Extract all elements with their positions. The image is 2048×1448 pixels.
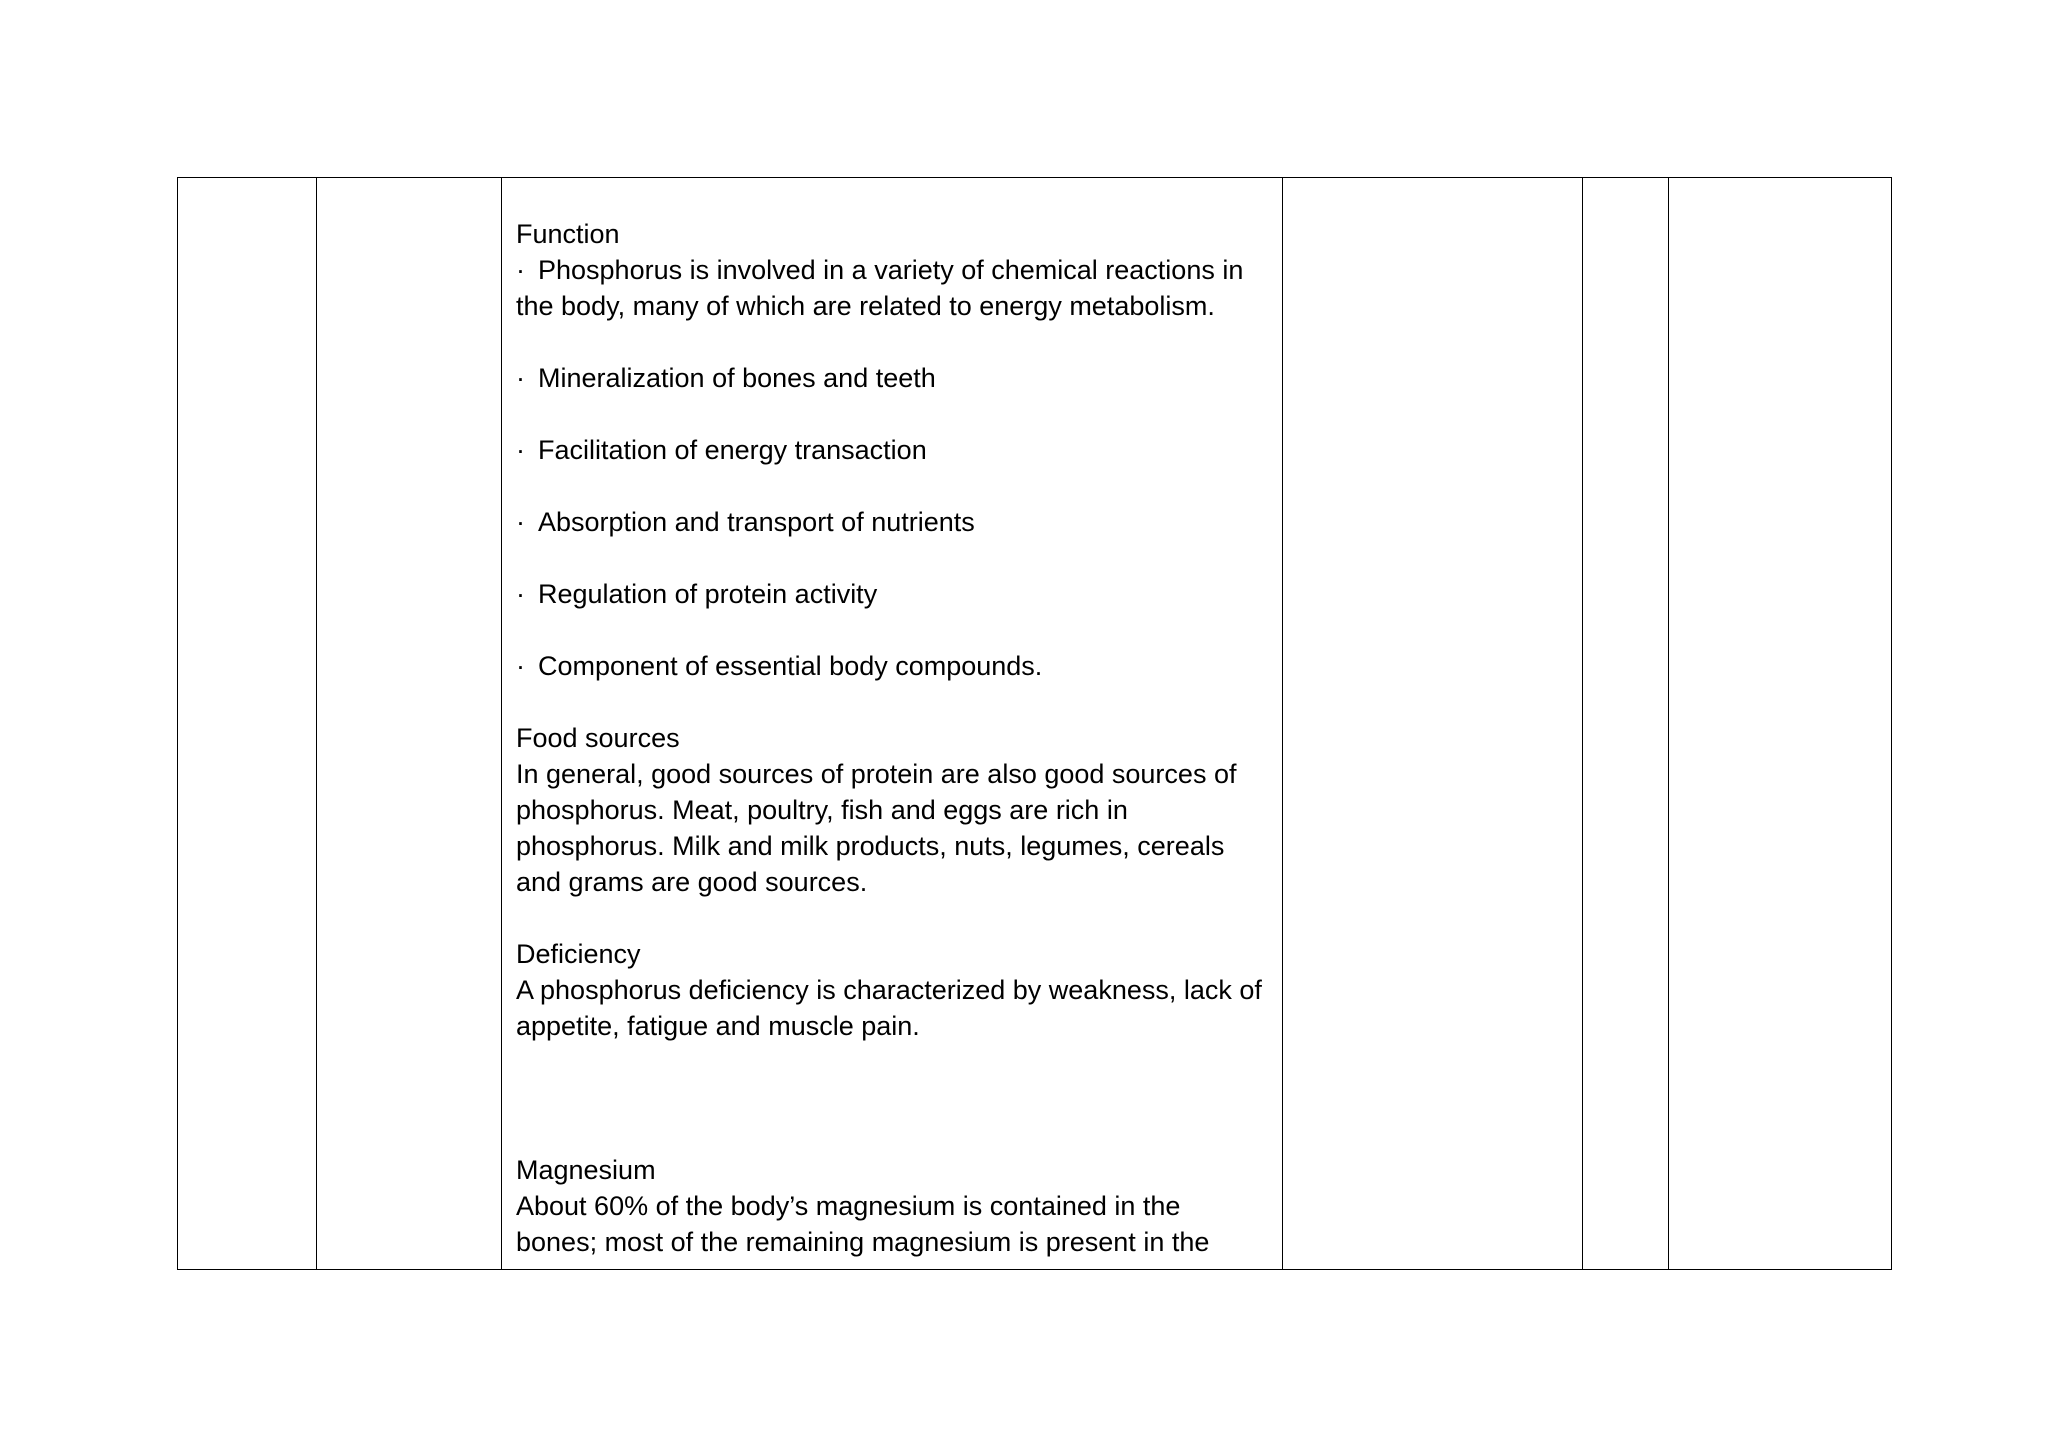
bullet-marker: · <box>516 363 525 393</box>
bullet-marker: · <box>516 435 525 465</box>
cell-content <box>502 178 1282 1260</box>
table-cell-2 <box>317 178 502 1270</box>
bullet-marker: · <box>516 651 525 681</box>
food-sources-heading: Food sources <box>516 723 680 753</box>
food-sources-text: In general, good sources of protein are also good sources of phosphorus. Meat, poultry, fish and eggs are rich in phosphorus. Milk and milk products, nuts, legumes, cereals and grams are good sources. <box>516 759 1237 897</box>
function-bullet-2: · Mineralization of bones and teeth <box>516 360 1268 396</box>
table-row <box>178 178 1892 1270</box>
table-cell-4 <box>1283 178 1583 1270</box>
bullet-marker: · <box>516 579 525 609</box>
table-cell-5 <box>1583 178 1669 1270</box>
content-table <box>177 177 1892 1270</box>
table-cell-main <box>502 178 1283 1270</box>
bullet-marker: · <box>516 255 525 285</box>
table-cell-6 <box>1669 178 1892 1270</box>
bullet-marker: · <box>516 507 525 537</box>
function-bullet-4: · Absorption and transport of nutrients <box>516 504 1268 540</box>
table-cell-1 <box>178 178 317 1270</box>
deficiency-heading: Deficiency <box>516 939 641 969</box>
function-bullet-1: · Phosphorus is involved in a variety of chemical reactions in the body, many of which are related to energy metabolism. <box>516 252 1268 324</box>
function-heading: Function <box>516 219 620 249</box>
magnesium-heading: Magnesium <box>516 1155 656 1185</box>
function-bullet-6: · Component of essential body compounds. <box>516 648 1268 684</box>
deficiency-text: A phosphorus deficiency is characterized by weakness, lack of appetite, fatigue and muscle pain. <box>516 975 1262 1041</box>
function-bullet-3: · Facilitation of energy transaction <box>516 432 1268 468</box>
function-bullet-5: · Regulation of protein activity <box>516 576 1268 612</box>
magnesium-text: About 60% of the body’s magnesium is contained in the bones; most of the remaining magnesium is present in the <box>516 1191 1210 1257</box>
